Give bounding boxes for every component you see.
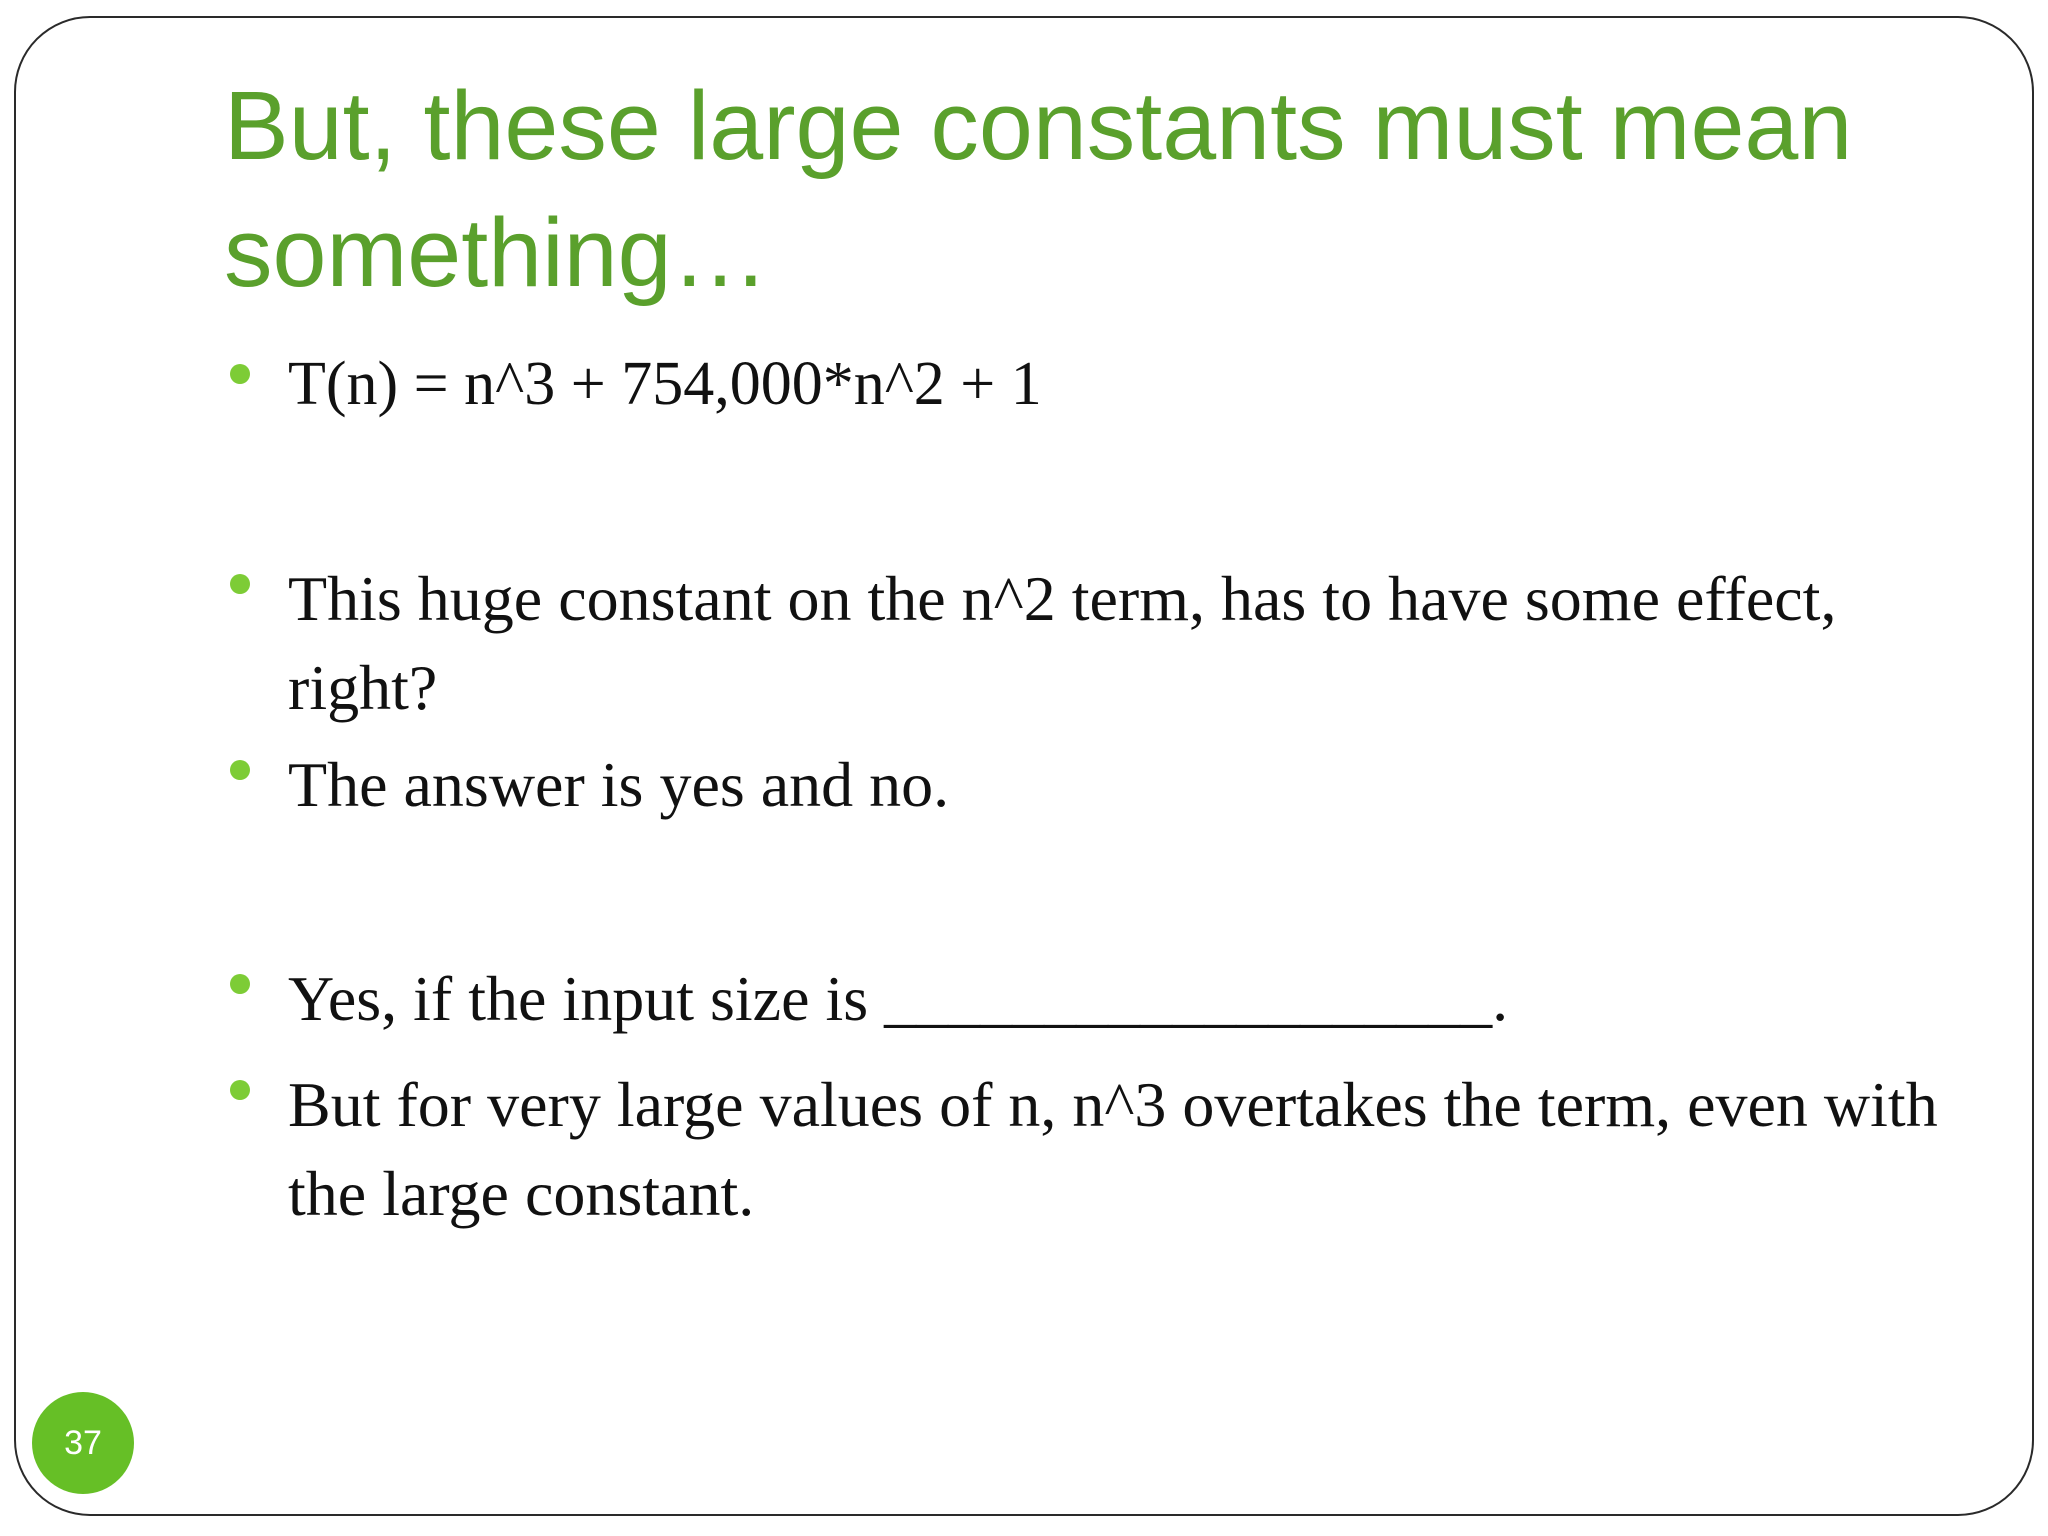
- bullet-text: Yes, if the input size is ___________________.: [288, 963, 1509, 1034]
- bullet-dot-icon: [230, 1080, 250, 1100]
- page-number-badge: 37: [32, 1392, 134, 1494]
- bullet-item: [230, 1060, 1970, 1238]
- bullet-text: T(n) = n^3 + 754,000*n^2 + 1: [288, 350, 1042, 418]
- bullet-dot-icon: [230, 760, 250, 780]
- bullet-item: [230, 554, 1970, 732]
- bullet-text: But for very large values of n, n^3 overtakes the term, even with the large constant.: [288, 1069, 1938, 1229]
- bullet-item: [230, 740, 1970, 829]
- bullet-dot-icon: [230, 974, 250, 994]
- bullet-text: This huge constant on the n^2 term, has to have some effect, right?: [288, 563, 1837, 723]
- bullet-item: [230, 348, 1970, 420]
- bullet-dot-icon: [230, 364, 250, 384]
- bullet-text: The answer is yes and no.: [288, 749, 950, 820]
- bullet-item: [230, 954, 1970, 1043]
- slide-title: But, these large constants must mean something…: [224, 71, 1853, 307]
- bullet-dot-icon: [230, 574, 250, 594]
